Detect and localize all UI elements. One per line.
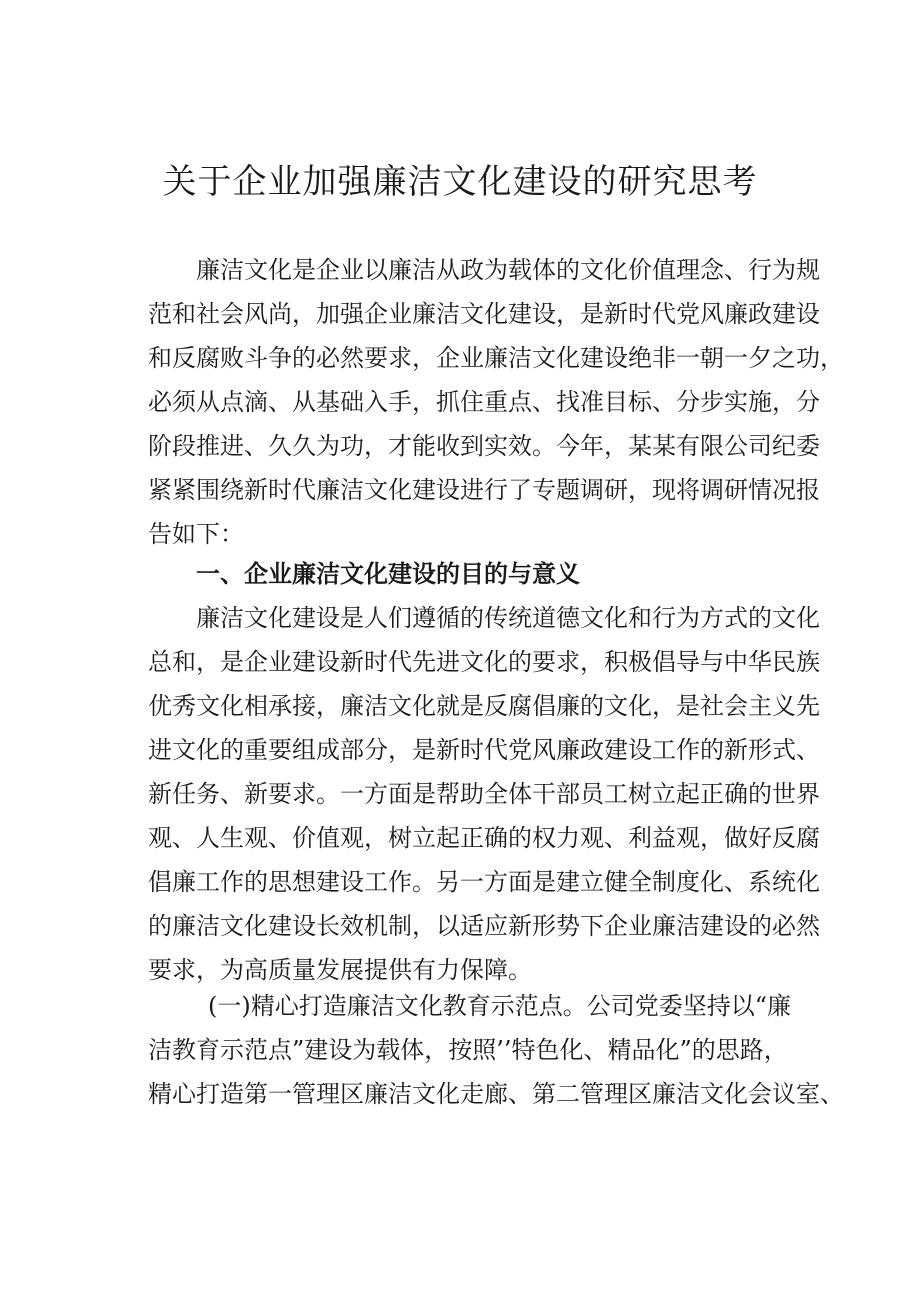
section-heading: 一、企业廉洁文化建设的目的与意义	[196, 560, 580, 588]
paragraph-line: 告如下：	[148, 520, 244, 548]
subsection1-paragraph	[148, 984, 844, 1116]
paragraph-line: 必须从点滴、从基础入手，抓住重点、找准目标、分步实施，分	[148, 388, 820, 416]
paragraph-line: 的廉洁文化建设长效机制，以适应新形势下企业廉洁建设的必然	[148, 912, 820, 940]
paragraph-line: 总和，是企业建设新时代先进文化的要求，积极倡导与中华民族	[148, 648, 820, 676]
paragraph-line: 要求，为高质量发展提供有力保障。	[148, 956, 532, 984]
paragraph-line: 和反腐败斗争的必然要求，企业廉洁文化建设绝非一朝一夕之功，	[148, 344, 844, 372]
paragraph-line: 洁教育示范点”建设为载体，按照’’特色化、精品化”的思路，	[148, 1036, 788, 1064]
paragraph-line: 廉洁文化建设是人们遵循的传统道德文化和行为方式的文化	[196, 604, 820, 632]
paragraph-line: 倡廉工作的思想建设工作。另一方面是建立健全制度化、系统化	[148, 868, 820, 896]
section1-paragraph	[148, 596, 828, 992]
paragraph-line: 范和社会风尚，加强企业廉洁文化建设，是新时代党风廉政建设	[148, 300, 820, 328]
paragraph-line: 进文化的重要组成部分，是新时代党风廉政建设工作的新形式、	[148, 736, 820, 764]
paragraph-line: 廉洁文化是企业以廉洁从政为载体的文化价值理念、行为规	[196, 256, 820, 284]
paragraph-line: 精心打造第一管理区廉洁文化走廊、第二管理区廉洁文化会议室、	[148, 1080, 844, 1108]
document-title: 关于企业加强廉洁文化建设的研究思考	[162, 162, 758, 202]
paragraph-line: 优秀文化相承接，廉洁文化就是反腐倡廉的文化，是社会主义先	[148, 692, 820, 720]
paragraph-line: 观、人生观、价值观，树立起正确的权力观、利益观，做好反腐	[148, 824, 820, 852]
paragraph-line: 阶段推进、久久为功，才能收到实效。今年，某某有限公司纪委	[148, 432, 820, 460]
intro-paragraph	[148, 248, 844, 556]
paragraph-line: 新任务、新要求。一方面是帮助全体干部员工树立起正确的世界	[148, 780, 820, 808]
paragraph-line: (一)精心打造廉洁文化教育示范点。公司党委坚持以“廉	[208, 992, 791, 1020]
paragraph-line: 紧紧围绕新时代廉洁文化建设进行了专题调研，现将调研情况报	[148, 476, 820, 504]
